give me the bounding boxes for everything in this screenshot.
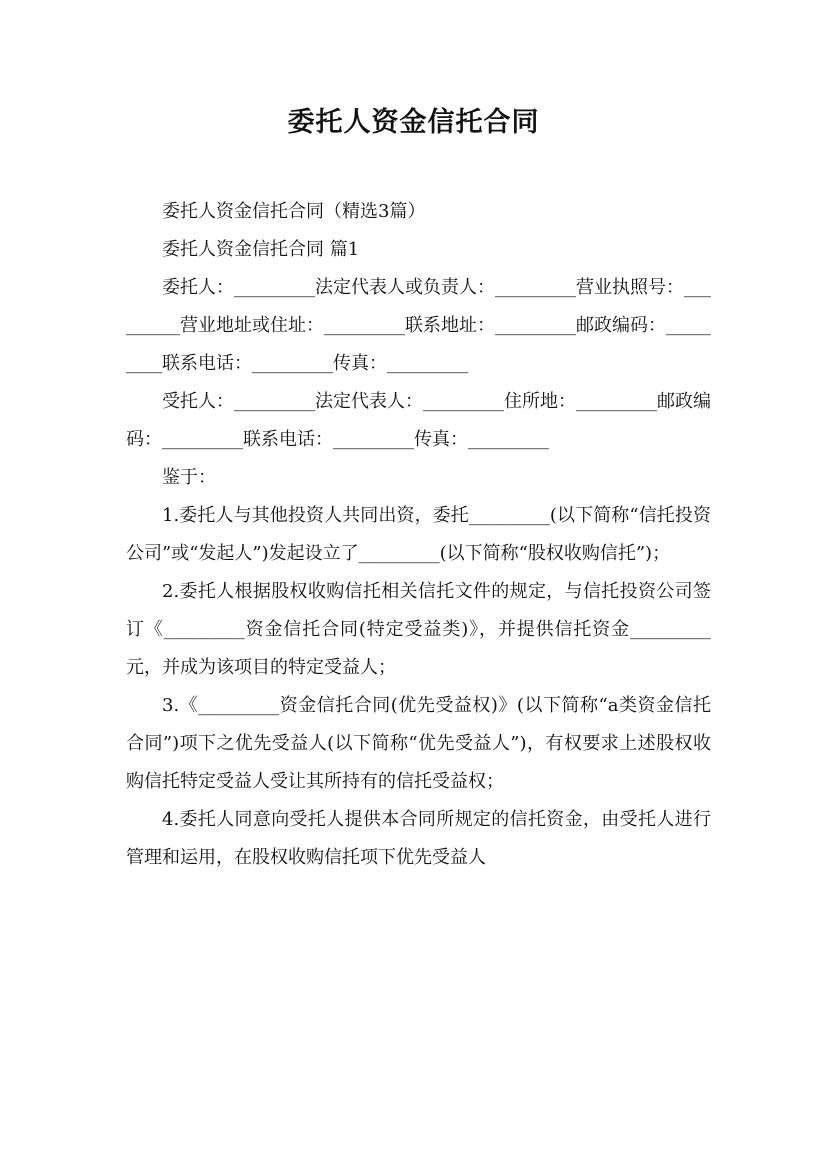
paragraph-clause-3: 3.《_________资金信托合同(优先受益权)》(以下简称“a类资金信托合同”)项下之优先受益人(以下简称“优先受益人”)，有权要求上述股权收购信托特定受益人受让其所持有的信托受益权； — [126, 695, 711, 792]
document-title: 委托人资金信托合同 — [287, 107, 540, 138]
paragraph-trustor-info: 委托人：_________法定代表人或负责人：_________营业执照号：_________营业地址或住址：_________联系地址：_________邮政编码：_________联系电话：_________传真：_________ — [126, 277, 711, 374]
paragraph-trustee-info: 受托人：_________法定代表人：_________住所地：_________邮政编码：_________联系电话：_________传真：_________ — [126, 391, 711, 450]
paragraph-clause-4: 4.委托人同意向受托人提供本合同所规定的信托资金，由受托人进行管理和运用，在股权收购信托项下优先受益人 — [126, 809, 711, 868]
paragraph-clause-1: 1.委托人与其他投资人共同出资，委托_________(以下简称“信托投资公司”或“发起人”)发起设立了_________(以下简称“股权收购信托”)； — [126, 505, 711, 564]
paragraph-section-heading: 委托人资金信托合同 篇1 — [162, 239, 360, 260]
paragraph-whereas: 鉴于： — [162, 467, 216, 488]
paragraph-clause-2: 2.委托人根据股权收购信托相关信托文件的规定，与信托投资公司签订《_________资金信托合同(特定受益类)》，并提供信托资金_________元，并成为该项目的特定受益人； — [126, 581, 711, 678]
paragraph-subtitle: 委托人资金信托合同（精选3篇） — [162, 201, 426, 222]
document-body — [126, 193, 711, 877]
